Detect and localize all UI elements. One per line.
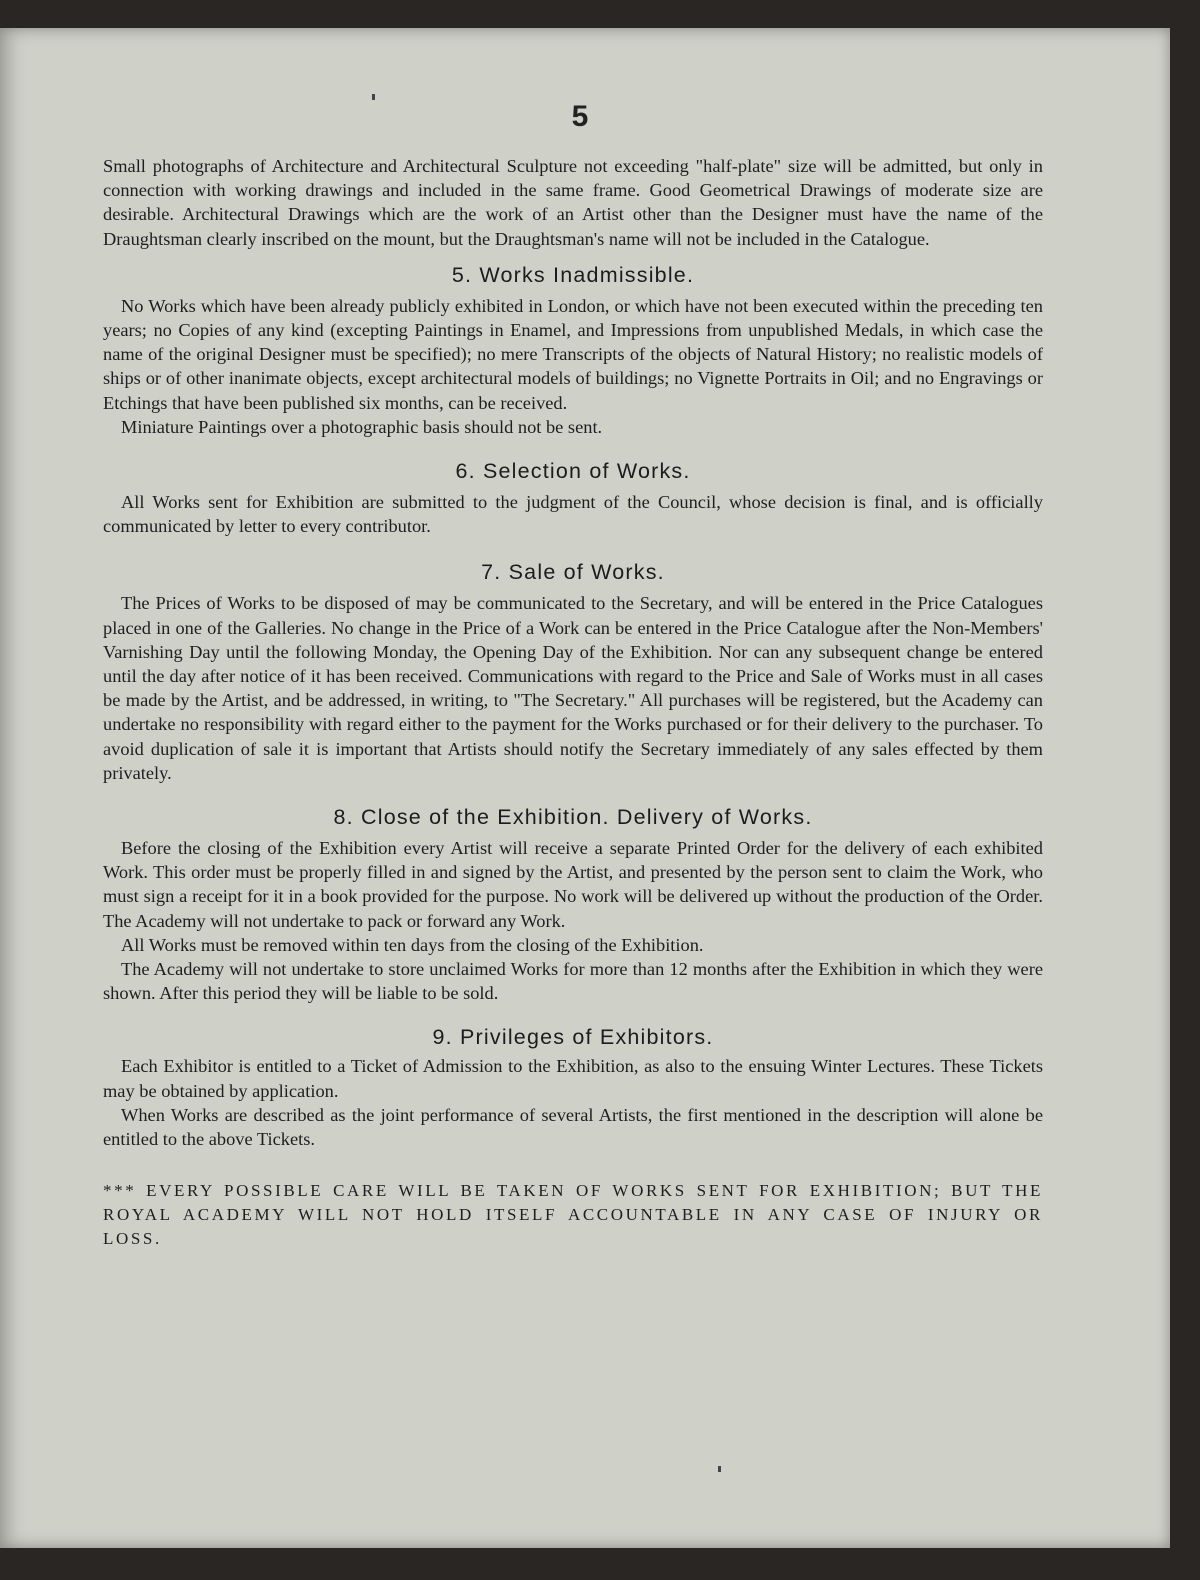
page-number: 5 bbox=[571, 100, 589, 133]
heading-close-of-exhibition: 8. Close of the Exhibition. Delivery of Works. bbox=[333, 805, 813, 830]
paragraph-unclaimed-works: The Academy will not undertake to store unclaimed Works for more than 12 months after the Exhibition in which they were shown. After this period they will be liable to be sold. bbox=[103, 959, 1043, 1004]
paragraph-joint-performance: When Works are described as the joint performance of several Artists, the first mentioned in the description will alone be entitled to the above Tickets. bbox=[103, 1104, 1043, 1150]
page-content bbox=[103, 154, 1043, 1251]
paragraph-selection-of-works: All Works sent for Exhibition are submitted to the judgment of the Council, whose decision is final, and is officially communicated by letter to every contributor. bbox=[103, 492, 1043, 537]
intro-paragraph: Small photographs of Architecture and Architectural Sculpture not exceeding "half-plate" size will be admitted, but only in connection with working drawings and included in the same frame. Good Geometrical Drawings of moderate size are desirable. Architectural Drawings which are the work of an Artist other than the Designer must have the name of the Draughtsman clearly inscribed on the mount, but the Draughtsman's name will not be included in the Catalogue. bbox=[103, 156, 1043, 249]
paper-mark bbox=[718, 1466, 721, 1472]
heading-selection-of-works: 6. Selection of Works. bbox=[455, 459, 691, 484]
heading-privileges-of-exhibitors: 9. Privileges of Exhibitors. bbox=[432, 1025, 714, 1050]
heading-sale-of-works: 7. Sale of Works. bbox=[481, 560, 665, 585]
paragraph-tickets: Each Exhibitor is entitled to a Ticket of Admission to the Exhibition, as also to the ensuing Winter Lectures. These Tickets may be obtained by application. bbox=[103, 1056, 1043, 1101]
paper-mark bbox=[372, 94, 375, 100]
paragraph-works-inadmissible: No Works which have been already publicly exhibited in London, or which have not been executed within the preceding ten years; no Copies of any kind (excepting Paintings in Enamel, and Impressions from unpublished Medals, in which case the name of the original Designer must be specified); no mere Transcripts of the objects of Natural History; no realistic models of ships or of other inanimate objects, except architectural models of buildings; no Vignette Portraits in Oil; and no Engravings or Etchings that have been published six months, can be received. bbox=[103, 295, 1043, 413]
paragraph-sale-of-works: The Prices of Works to be disposed of may be communicated to the Secretary, and will be entered in the Price Catalogues placed in one of the Galleries. No change in the Price of a Work can be entered in the Price Catalogue after the Non-Members' Varnishing Day until the following Monday, the Opening Day of the Exhibition. Nor can any subsequent change be entered until the day after notice of it has been received. Communications with regard to the Price and Sale of Works must in all cases be made by the Artist, and be addressed, in writing, to "The Secretary." All purchases will be registered, but the Academy can undertake no responsibility with regard either to the payment for the Works purchased or for their delivery to the purchaser. To avoid duplication of sale it is important that Artists should notify the Secretary immediately of any sales effected by them privately. bbox=[103, 593, 1043, 783]
document-page bbox=[0, 28, 1170, 1548]
heading-works-inadmissible: 5. Works Inadmissible. bbox=[451, 262, 695, 287]
paragraph-miniature-paintings: Miniature Paintings over a photographic basis should not be sent. bbox=[121, 416, 603, 437]
liability-notice: *** EVERY POSSIBLE CARE WILL BE TAKEN OF WORKS SENT FOR EXHIBITION; BUT THE ROYAL ACADEMY WILL NOT HOLD ITSELF ACCOUNTABLE IN ANY CASE OF INJURY OR LOSS. bbox=[103, 1181, 1043, 1249]
paragraph-removal-period: All Works must be removed within ten days from the closing of the Exhibition. bbox=[121, 934, 704, 955]
paragraph-delivery-order: Before the closing of the Exhibition every Artist will receive a separate Printed Order for the delivery of each exhibited Work. This order must be properly filled in and signed by the Artist, and presented by the person sent to claim the Work, who must sign a receipt for it in a book provided for the purpose. No work will be delivered up without the production of the Order. The Academy will not undertake to pack or forward any Work. bbox=[103, 838, 1043, 931]
